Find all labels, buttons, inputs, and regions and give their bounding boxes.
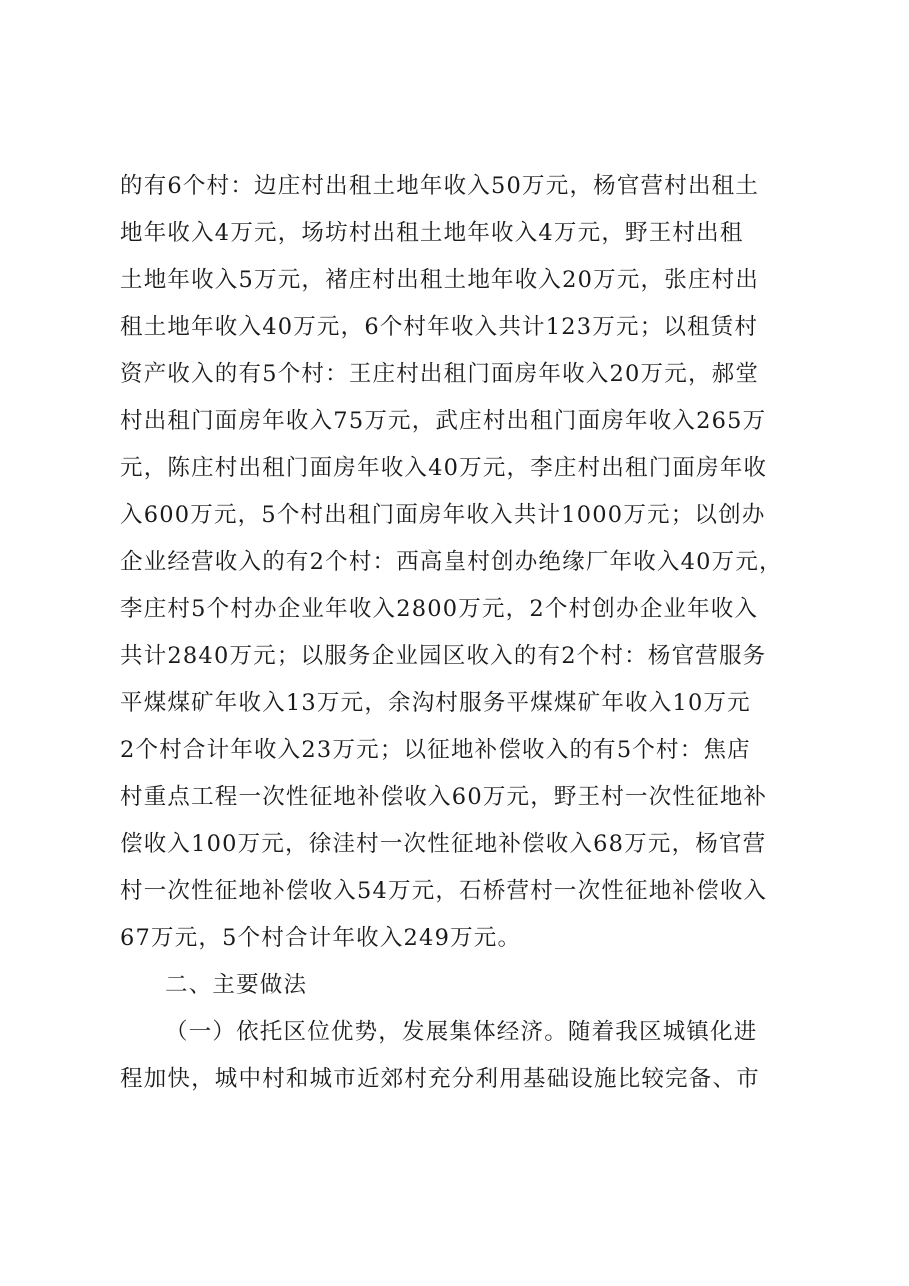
- section-heading: 二、主要做法: [165, 972, 308, 998]
- paragraph-line: 元，陈庄村出租门面房年收入40万元，李庄村出租门面房年收: [120, 455, 768, 481]
- subsection-heading-line: （一）依托区位优势，发展集体经济。随着我区城镇化进: [165, 1019, 758, 1045]
- paragraph-line: 企业经营收入的有2个村：西高皇村创办绝缘厂年收入40万元，: [120, 549, 783, 575]
- paragraph-line: 地年收入4万元，场坊村出租土地年收入4万元，野王村出租: [120, 220, 744, 246]
- paragraph-line: 土地年收入5万元，褚庄村出租土地年收入20万元，张庄村出: [120, 267, 760, 293]
- paragraph-line: 资产收入的有5个村：王庄村出租门面房年收入20万元，郝堂: [120, 361, 760, 387]
- paragraph-line: 偿收入100万元，徐洼村一次性征地补偿收入68万元，杨官营: [120, 831, 767, 857]
- paragraph-line: 程加快，城中村和城市近郊村充分利用基础设施比较完备、市: [120, 1066, 760, 1092]
- paragraph-line: 李庄村5个村办企业年收入2800万元，2个村创办企业年收入: [120, 596, 759, 622]
- paragraph-line: 共计2840万元；以服务企业园区收入的有2个村：杨官营服务: [120, 643, 767, 669]
- paragraph-line: 的有6个村：边庄村出租土地年收入50万元，杨官营村出租土: [120, 173, 760, 199]
- paragraph-line: 村重点工程一次性征地补偿收入60万元，野王村一次性征地补: [120, 784, 768, 810]
- paragraph-line: 村出租门面房年收入75万元，武庄村出租门面房年收入265万: [120, 408, 767, 434]
- paragraph-line: 租土地年收入40万元，6个村年收入共计123万元；以租赁村: [120, 314, 759, 340]
- paragraph-line: 平煤煤矿年收入13万元，余沟村服务平煤煤矿年收入10万元: [120, 690, 751, 716]
- paragraph-line: 2个村合计年收入23万元；以征地补偿收入的有5个村：焦店: [120, 737, 751, 763]
- paragraph-line: 67万元，5个村合计年收入249万元。: [120, 925, 522, 951]
- paragraph-line: 入600万元，5个村出租门面房年收入共计1000万元；以创办: [120, 502, 766, 528]
- paragraph-line: 村一次性征地补偿收入54万元，石桥营村一次性征地补偿收入: [120, 878, 768, 904]
